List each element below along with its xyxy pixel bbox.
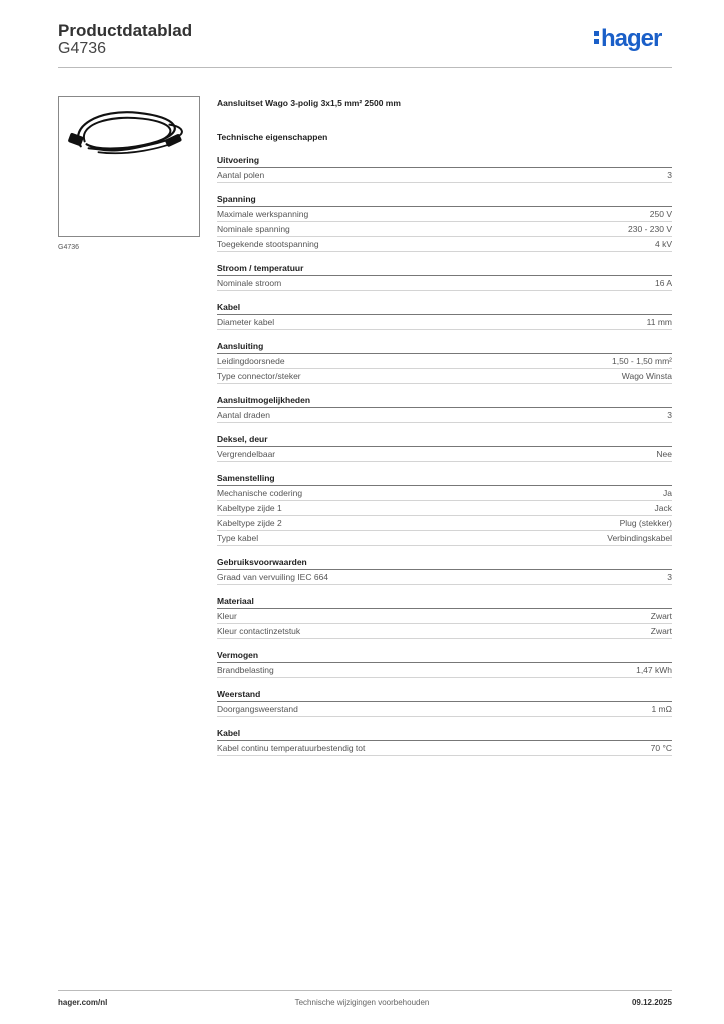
- spec-row: [217, 207, 672, 222]
- spec-value: Wago Winsta: [621, 371, 672, 381]
- spec-row: [217, 276, 672, 291]
- spec-section: [217, 394, 672, 423]
- spec-label: Toegekende stootspanning: [217, 239, 319, 249]
- header-divider: [58, 67, 672, 68]
- spec-label: Mechanische codering: [217, 488, 303, 498]
- spec-value: 3: [667, 572, 672, 582]
- spec-value: Ja: [663, 488, 672, 498]
- spec-row: [217, 168, 672, 183]
- spec-value: 1,47 kWh: [636, 665, 672, 675]
- section-title: Weerstand: [217, 688, 672, 702]
- spec-label: Nominale stroom: [217, 278, 282, 288]
- footer-note: Technische wijzigingen voorbehouden: [294, 998, 430, 1007]
- spec-label: Kleur: [217, 611, 237, 621]
- spec-row: [217, 531, 672, 546]
- spec-section: [217, 727, 672, 756]
- spec-row: [217, 408, 672, 423]
- spec-content: [217, 96, 672, 756]
- spec-value: 3: [667, 410, 672, 420]
- logo-text: hager: [601, 25, 662, 52]
- footer-website-link[interactable]: hager.com/nl: [58, 998, 108, 1007]
- spec-row: [217, 624, 672, 639]
- spec-section: [217, 688, 672, 717]
- spec-label: Aantal polen: [217, 170, 265, 180]
- spec-row: [217, 663, 672, 678]
- spec-value: 11 mm: [646, 317, 672, 327]
- spec-section: [217, 301, 672, 330]
- spec-section: [217, 433, 672, 462]
- spec-value: Plug (stekker): [619, 518, 672, 528]
- section-title: Aansluiting: [217, 340, 672, 354]
- spec-section: [217, 649, 672, 678]
- section-title: Gebruiksvoorwaarden: [217, 556, 672, 570]
- spec-section: [217, 340, 672, 384]
- spec-row: [217, 741, 672, 756]
- hager-logo[interactable]: [594, 27, 661, 51]
- spec-row: [217, 570, 672, 585]
- spec-section: [217, 262, 672, 291]
- footer-date: 09.12.2025: [631, 998, 672, 1007]
- spec-row: [217, 501, 672, 516]
- section-title: Samenstelling: [217, 472, 672, 486]
- spec-label: Graad van vervuiling IEC 664: [217, 572, 329, 582]
- spec-value: 3: [667, 170, 672, 180]
- spec-value: Zwart: [650, 611, 672, 621]
- page-title: Productdatablad: [58, 21, 193, 40]
- spec-section: [217, 472, 672, 546]
- spec-label: Doorgangsweerstand: [217, 704, 298, 714]
- spec-row: [217, 369, 672, 384]
- section-title: Aansluitmogelijkheden: [217, 394, 672, 408]
- spec-label: Aantal draden: [217, 410, 270, 420]
- spec-label: Type connector/steker: [217, 371, 301, 381]
- spec-value: 16 A: [654, 278, 672, 288]
- section-title: Spanning: [217, 193, 672, 207]
- spec-row: [217, 354, 672, 369]
- spec-row: [217, 447, 672, 462]
- spec-value: Jack: [654, 503, 672, 513]
- spec-section: [217, 595, 672, 639]
- spec-label: Maximale werkspanning: [217, 209, 309, 219]
- section-title: Deksel, deur: [217, 433, 672, 447]
- spec-row: [217, 222, 672, 237]
- spec-label: Kleur contactinzetstuk: [217, 626, 301, 636]
- spec-row: [217, 315, 672, 330]
- section-title: Kabel: [217, 301, 672, 315]
- spec-value: Verbindingskabel: [607, 533, 672, 543]
- tech-heading: Technische eigenschappen: [217, 132, 328, 142]
- spec-label: Kabel continu temperatuurbestendig tot: [217, 743, 366, 753]
- spec-row: [217, 516, 672, 531]
- spec-value: 230 - 230 V: [628, 224, 672, 234]
- spec-section: [217, 556, 672, 585]
- spec-value: 70 °C: [650, 743, 672, 753]
- spec-value: 1 mΩ: [651, 704, 672, 714]
- spec-section: [217, 154, 672, 183]
- spec-sections: [217, 154, 672, 756]
- spec-label: Kabeltype zijde 1: [217, 503, 282, 513]
- section-title: Kabel: [217, 727, 672, 741]
- image-caption: G4736: [58, 244, 80, 251]
- spec-value: 1,50 - 1,50 mm²: [612, 356, 672, 366]
- spec-value: Zwart: [650, 626, 672, 636]
- cable-icon: [59, 97, 199, 236]
- spec-row: [217, 609, 672, 624]
- spec-value: 4 kV: [654, 239, 672, 249]
- spec-label: Kabeltype zijde 2: [217, 518, 282, 528]
- product-title: Aansluitset Wago 3-polig 3x1,5 mm² 2500 mm: [217, 98, 401, 108]
- spec-label: Type kabel: [217, 533, 259, 543]
- spec-label: Brandbelasting: [217, 665, 274, 675]
- spec-section: [217, 193, 672, 252]
- spec-label: Leidingdoorsnede: [217, 356, 285, 366]
- spec-row: [217, 237, 672, 252]
- spec-label: Diameter kabel: [217, 317, 275, 327]
- product-code: G4736: [58, 40, 107, 57]
- logo-dots-icon: [594, 27, 599, 47]
- spec-row: [217, 702, 672, 717]
- spec-row: [217, 486, 672, 501]
- section-title: Uitvoering: [217, 154, 672, 168]
- footer-divider: [58, 990, 672, 991]
- product-image: [58, 96, 200, 237]
- section-title: Stroom / temperatuur: [217, 262, 672, 276]
- spec-value: Nee: [656, 449, 672, 459]
- section-title: Materiaal: [217, 595, 672, 609]
- spec-value: 250 V: [649, 209, 672, 219]
- spec-label: Vergrendelbaar: [217, 449, 276, 459]
- section-title: Vermogen: [217, 649, 672, 663]
- spec-label: Nominale spanning: [217, 224, 290, 234]
